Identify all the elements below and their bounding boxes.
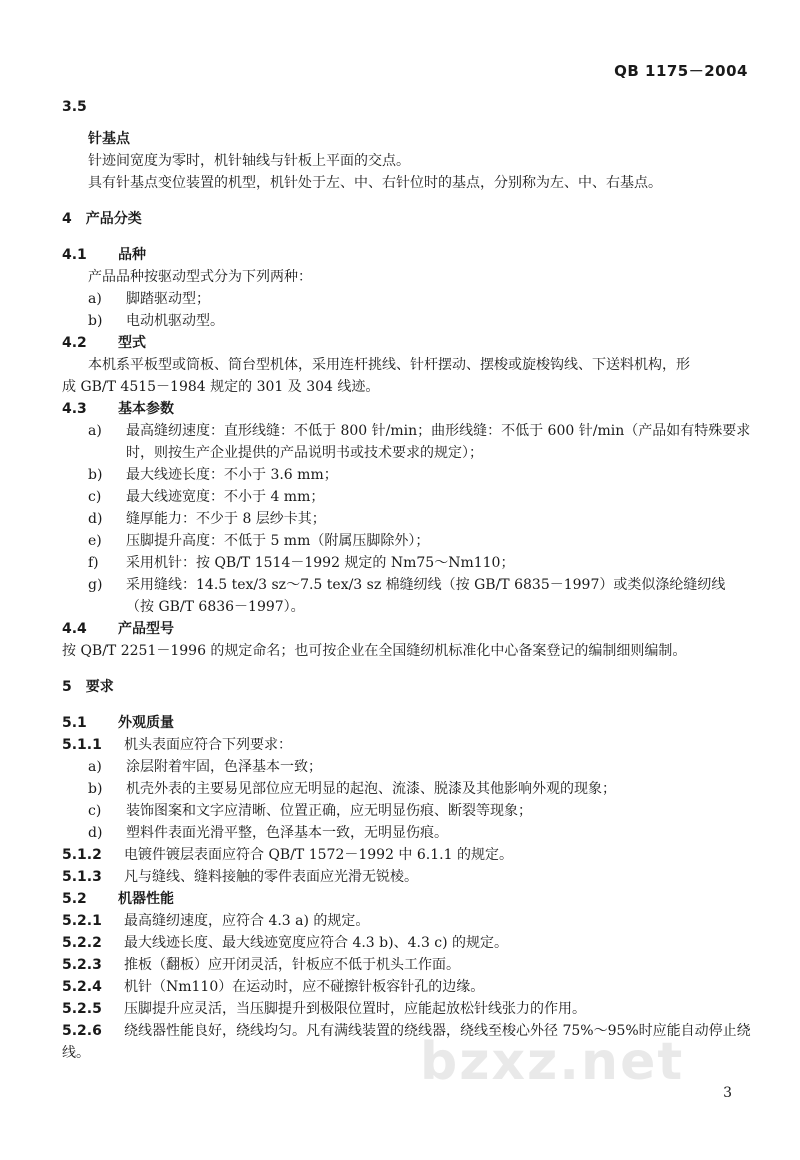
- list-item: a) 脚踏驱动型；: [88, 291, 210, 307]
- standard-code-header: QB 1175－2004: [614, 62, 748, 80]
- list-item: b) 机壳外表的主要易见部位应无明显的起泡、流漆、脱漆及其他影响外观的现象；: [88, 781, 616, 797]
- paragraph: 本机系平板型或筒板、筒台型机体，采用连杆挑线、针杆摆动、摆梭或旋梭钩线、下送料机构，形: [88, 357, 690, 373]
- paragraph: 成 GB/T 4515－1984 规定的 301 及 304 线迹。: [62, 379, 380, 395]
- list-item: c) 装饰图案和文字应清晰、位置正确，应无明显伤痕、断裂等现象；: [88, 803, 532, 819]
- list-item: d) 缝厚能力：不少于 8 层纱卡其；: [88, 511, 326, 527]
- list-item: b) 电动机驱动型。: [88, 313, 224, 329]
- document-body: [62, 96, 752, 1064]
- page-number: 3: [723, 1085, 732, 1101]
- clause-5-2-1: 5.2.1 最高缝纫速度，应符合 4.3 a) 的规定。: [62, 913, 370, 929]
- list-item: a) 最高缝纫速度：直形线缝：不低于 800 针/min；曲形线缝：不低于 600 针/min（产品如有特殊要求时，则按生产企业提供的产品说明书或技术要求的规定）；: [88, 423, 751, 461]
- section-5-2-heading: 5.2 机器性能: [62, 891, 174, 907]
- clause-5-1-1: 5.1.1 机头表面应符合下列要求：: [62, 737, 292, 753]
- section-3-5-title: 针基点: [88, 131, 130, 147]
- clause-5-1-3: 5.1.3 凡与缝线、缝料接触的零件表面应光滑无锐棱。: [62, 869, 418, 885]
- section-4-title: 4 产品分类: [62, 211, 142, 227]
- clause-5-2-6: 5.2.6 绕线器性能良好，绕线均匀。凡有满线装置的绕线器，绕线至梭心外径 75%～95%时应能自动停止绕线。: [62, 1023, 751, 1061]
- clause-5-2-5: 5.2.5 压脚提升应灵活，当压脚提升到极限位置时，应能起放松针线张力的作用。: [62, 1001, 586, 1017]
- clause-5-2-2: 5.2.2 最大线迹长度、最大线迹宽度应符合 4.3 b)、4.3 c) 的规定。: [62, 935, 509, 951]
- clause-5-2-3: 5.2.3 推板（翻板）应开闭灵活，针板应不低于机头工作面。: [62, 957, 460, 973]
- list-item: b) 最大线迹长度：不小于 3.6 mm；: [88, 467, 338, 483]
- section-5-1-heading: 5.1 外观质量: [62, 715, 174, 731]
- paragraph: 产品品种按驱动型式分为下列两种：: [88, 269, 312, 285]
- clause-5-2-4: 5.2.4 机针（Nm110）在运动时，应不碰擦针板容针孔的边缘。: [62, 979, 485, 995]
- section-4-1-heading: 4.1 品种: [62, 247, 146, 263]
- section-3-5-number: 3.5: [62, 99, 87, 115]
- paragraph: 针迹间宽度为零时，机针轴线与针板上平面的交点。: [88, 153, 410, 169]
- list-item: g) 采用缝线：14.5 tex/3 sz～7.5 tex/3 sz 棉缝纫线（按 GB/T 6835－1997）或类似涤纶缝纫线（按 GB/T 6836－1997）。: [88, 577, 726, 615]
- section-5-title: 5 要求: [62, 679, 114, 695]
- watermark: bzxz.net: [420, 1032, 685, 1092]
- paragraph: 按 QB/T 2251－1996 的规定命名；也可按企业在全国缝纫机标准化中心备案登记的编制细则编制。: [62, 643, 687, 659]
- list-item: a) 涂层附着牢固，色泽基本一致；: [88, 759, 322, 775]
- section-4-4-heading: 4.4 产品型号: [62, 621, 174, 637]
- section-4-2-heading: 4.2 型式: [62, 335, 146, 351]
- clause-5-1-2: 5.1.2 电镀件镀层表面应符合 QB/T 1572－1992 中 6.1.1 的规定。: [62, 847, 513, 863]
- list-item: f) 采用机针：按 QB/T 1514－1992 规定的 Nm75～Nm110；: [88, 555, 515, 571]
- list-item: d) 塑料件表面光滑平整，色泽基本一致，无明显伤痕。: [88, 825, 448, 841]
- section-4-3-heading: 4.3 基本参数: [62, 401, 174, 417]
- paragraph: 具有针基点变位装置的机型，机针处于左、中、右针位时的基点，分别称为左、中、右基点。: [88, 175, 662, 191]
- list-item: c) 最大线迹宽度：不小于 4 mm；: [88, 489, 325, 505]
- list-item: e) 压脚提升高度：不低于 5 mm（附属压脚除外）；: [88, 533, 430, 549]
